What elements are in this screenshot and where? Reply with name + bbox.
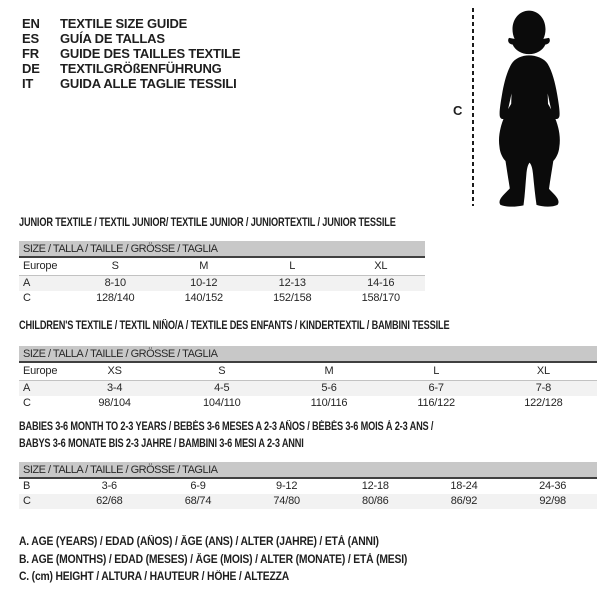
value-cell: 14-16: [367, 277, 395, 289]
section-title: CHILDREN'S TEXTILE / TEXTIL NIÑO/A / TEXTILE DES ENFANTS / KINDERTEXTIL / BAMBINI TESSILE: [19, 320, 450, 332]
value-cell: 4-5: [214, 382, 230, 394]
size-table-children: [19, 346, 597, 411]
value-cell: 3-4: [106, 382, 123, 394]
value-cell: L: [248, 257, 337, 276]
language-title: GUIDA ALLE TAGLIE TESSILI: [60, 76, 237, 91]
footnote-line: A. AGE (YEARS) / EDAD (AÑOS) / ÂGE (ANS) / ALTER (JAHRE) / ETÀ (ANNI): [19, 536, 379, 548]
language-row: [22, 16, 240, 31]
value-cell: 62/68: [96, 495, 123, 507]
value-cell: 74/80: [273, 495, 300, 507]
value-cell: 86/92: [450, 495, 478, 507]
language-title: TEXTILE SIZE GUIDE: [60, 16, 188, 31]
value-cell: 80/86: [362, 495, 389, 507]
table-row: [19, 291, 425, 306]
value-cell: XS: [61, 362, 168, 381]
value-cell: 116/122: [417, 397, 455, 409]
table-row: [19, 362, 597, 381]
value-cell: 104/110: [203, 397, 241, 409]
row-label-cell: C: [23, 397, 31, 409]
baby-silhouette-image: [484, 8, 576, 210]
row-label-cell: A: [23, 277, 31, 289]
language-row: [22, 61, 240, 76]
value-cell: M: [275, 362, 382, 381]
row-label-cell: Europe: [19, 362, 61, 381]
language-code: FR: [22, 46, 39, 61]
language-code: EN: [22, 16, 40, 31]
value-cell: XL: [337, 257, 426, 276]
row-label-cell: B: [23, 480, 31, 492]
table-row: [19, 257, 425, 276]
size-table-junior: [19, 241, 425, 306]
value-cell: 128/140: [96, 292, 135, 304]
row-label-cell: A: [23, 382, 31, 394]
value-cell: 110/116: [310, 397, 348, 409]
table-row: [19, 381, 597, 397]
value-cell: 9-12: [276, 480, 298, 492]
value-cell: 3-6: [101, 480, 117, 492]
language-code: DE: [22, 61, 40, 76]
language-title: GUÍA DE TALLAS: [60, 31, 165, 46]
value-cell: 6-9: [190, 480, 206, 492]
value-cell: M: [160, 257, 249, 276]
value-cell: 98/104: [98, 397, 131, 409]
language-list: [22, 16, 240, 91]
value-cell: 6-7: [428, 382, 444, 394]
value-cell: 8-10: [104, 277, 126, 289]
value-cell: 92/98: [539, 495, 566, 507]
value-cell: 5-6: [321, 382, 337, 394]
value-cell: 18-24: [450, 480, 478, 492]
value-cell: 12-18: [361, 480, 389, 492]
row-label-cell: C: [23, 292, 31, 304]
size-header-cell: SIZE / TALLA / TAILLE / GRÖSSE / TAGLIA: [19, 241, 425, 257]
footnotes: [19, 534, 450, 587]
value-cell: 68/74: [184, 495, 212, 507]
language-code: ES: [22, 31, 39, 46]
height-dashed-line: [472, 8, 474, 206]
language-row: [22, 46, 240, 61]
size-header-cell: SIZE / TALLA / TAILLE / GRÖSSE / TAGLIA: [19, 462, 597, 478]
table-row: [19, 396, 597, 411]
section-title-line2: BABYS 3-6 MONATE BIS 2-3 JAHRE / BAMBINI 3-6 MESI A 2-3 ANNI: [19, 438, 304, 450]
value-cell: 24-36: [539, 480, 567, 492]
footnote-line: C. (cm) HEIGHT / ALTURA / HAUTEUR / HÖHE / ALTEZZA: [19, 571, 290, 583]
section-babies: [19, 419, 597, 509]
value-cell: 122/128: [524, 397, 563, 409]
value-cell: 140/152: [184, 292, 223, 304]
table-row: [19, 276, 425, 292]
value-cell: 10-12: [190, 277, 218, 289]
language-row: [22, 31, 240, 46]
table-row: [19, 494, 597, 509]
value-cell: S: [71, 257, 160, 276]
value-cell: 7-8: [535, 382, 552, 394]
section-title-line1: BABIES 3-6 MONTH TO 2-3 YEARS / BEBÉS 3-6 MESES A 2-3 AÑOS / BÉBÉS 3-6 MOIS À 2-3 ANS /: [19, 421, 434, 433]
language-title: TEXTILGRÖßENFÜHRUNG: [60, 61, 222, 76]
language-row: [22, 76, 240, 91]
row-label-cell: C: [23, 495, 31, 507]
section-junior: [19, 217, 425, 306]
section-title: JUNIOR TEXTILE / TEXTIL JUNIOR/ TEXTILE JUNIOR / JUNIORTEXTIL / JUNIOR TESSILE: [19, 217, 396, 229]
section-title-wrap: [19, 419, 597, 453]
value-cell: XL: [490, 362, 597, 381]
value-cell: S: [168, 362, 275, 381]
value-cell: L: [383, 362, 490, 381]
language-code: IT: [22, 76, 34, 91]
value-cell: 12-13: [278, 277, 306, 289]
language-title: GUIDE DES TAILLES TEXTILE: [60, 46, 241, 61]
height-label: C: [453, 103, 463, 118]
table-row: [19, 478, 597, 494]
section-children: [19, 320, 597, 411]
size-header-cell: SIZE / TALLA / TAILLE / GRÖSSE / TAGLIA: [19, 346, 597, 362]
footnote-line: B. AGE (MONTHS) / EDAD (MESES) / ÂGE (MOIS) / ALTER (MONATE) / ETÀ (MESI): [19, 553, 408, 566]
value-cell: 152/158: [273, 292, 312, 304]
row-label-cell: Europe: [19, 257, 71, 276]
size-table-babies: [19, 462, 597, 509]
value-cell: 158/170: [361, 292, 400, 304]
